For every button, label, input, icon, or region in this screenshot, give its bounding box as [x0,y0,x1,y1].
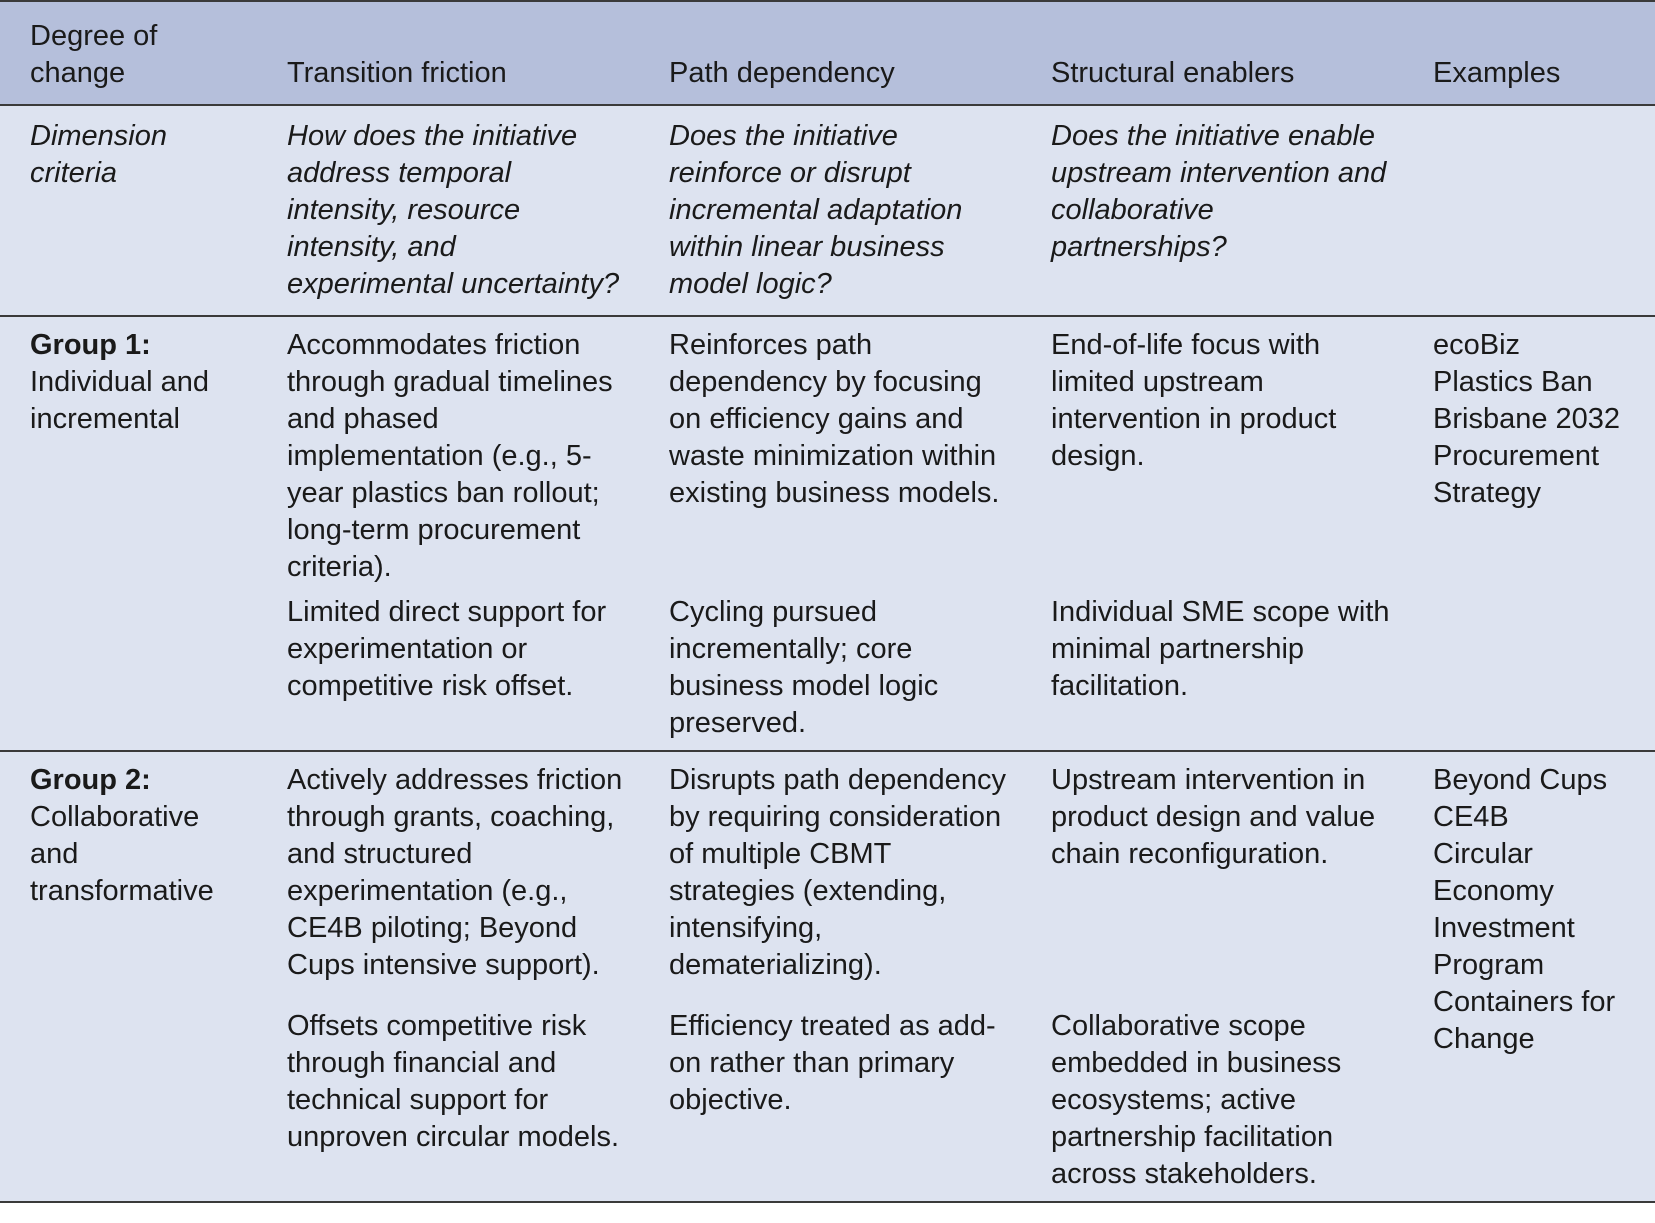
group1-label-text: Individual and incremental [30,366,209,435]
group2-path-2: Efficiency treated as add-on rather than primary objective. [669,1010,996,1116]
criteria-structural: Does the initiative enable upstream intervention and collaborative partnerships? [1051,120,1387,263]
group1-example-item: Plastics Ban [1433,366,1593,398]
group1-label-bold: Group 1: [30,329,151,361]
criteria-row [0,105,1655,316]
group2-path-1: Disrupts path dependency by requiring consideration of multiple CBMT strategies (extending, intensifying, dematerializing). [669,764,1006,981]
header-degree-of-change: Degree of change [30,20,158,89]
group2-label-text: Collaborative and transformative [30,801,214,907]
group2-transition-1: Actively addresses friction through grants, coaching, and structured experimentation (e.g., CE4B piloting; Beyond Cups intensive support). [287,764,623,981]
criteria-path: Does the initiative reinforce or disrupt incremental adaptation within linear business model logic? [669,120,963,300]
group1-label-cell [0,316,257,751]
group2-example-item: Containers for Change [1433,986,1616,1055]
group1-examples [1403,316,1655,751]
header-row [0,1,1655,105]
header-path-dependency: Path dependency [669,57,895,89]
group2-row1 [0,751,1655,988]
group2-structural-2: Collaborative scope embedded in business ecosystems; active partnership facilitation across stakeholders. [1051,1010,1342,1190]
group1-structural-2: Individual SME scope with minimal partnership facilitation. [1051,596,1390,702]
group2-examples [1403,751,1655,1202]
header-structural-enablers: Structural enablers [1051,57,1295,89]
group1-row1 [0,316,1655,590]
group1-transition-1: Accommodates friction through gradual timelines and phased implementation (e.g., 5-year plastics ban rollout; long-term procurement criteria). [287,329,613,583]
group2-example-item: Beyond Cups [1433,764,1608,796]
group2-label-cell [0,751,257,1202]
table-header [0,1,1655,105]
group1-example-item: ecoBiz [1433,329,1521,361]
header-transition-friction: Transition friction [287,57,507,89]
group1-path-1: Reinforces path dependency by focusing on efficiency gains and waste minimization within existing business models. [669,329,1000,509]
group1-structural-1: End-of-life focus with limited upstream intervention in product design. [1051,329,1337,472]
group2-transition-2: Offsets competitive risk through financial and technical support for unproven circular models. [287,1010,620,1153]
group1-example-item: Brisbane 2032 Procurement Strategy [1433,403,1621,509]
criteria-label: Dimension criteria [30,120,167,189]
criteria-examples [1403,105,1655,316]
group1-path-2: Cycling pursued incrementally; core business model logic preserved. [669,596,939,739]
group1-transition-2: Limited direct support for experimentation or competitive risk offset. [287,596,607,702]
group2-label-bold: Group 2: [30,764,151,796]
group2-example-item: Circular Economy Investment Program [1433,838,1575,981]
group2-structural-1: Upstream intervention in product design and value chain reconfiguration. [1051,764,1376,870]
group2-example-item: CE4B [1433,801,1509,833]
criteria-transition: How does the initiative address temporal intensity, resource intensity, and experimental uncertainty? [287,120,620,300]
table-body [0,105,1655,1202]
header-examples: Examples [1433,57,1561,89]
